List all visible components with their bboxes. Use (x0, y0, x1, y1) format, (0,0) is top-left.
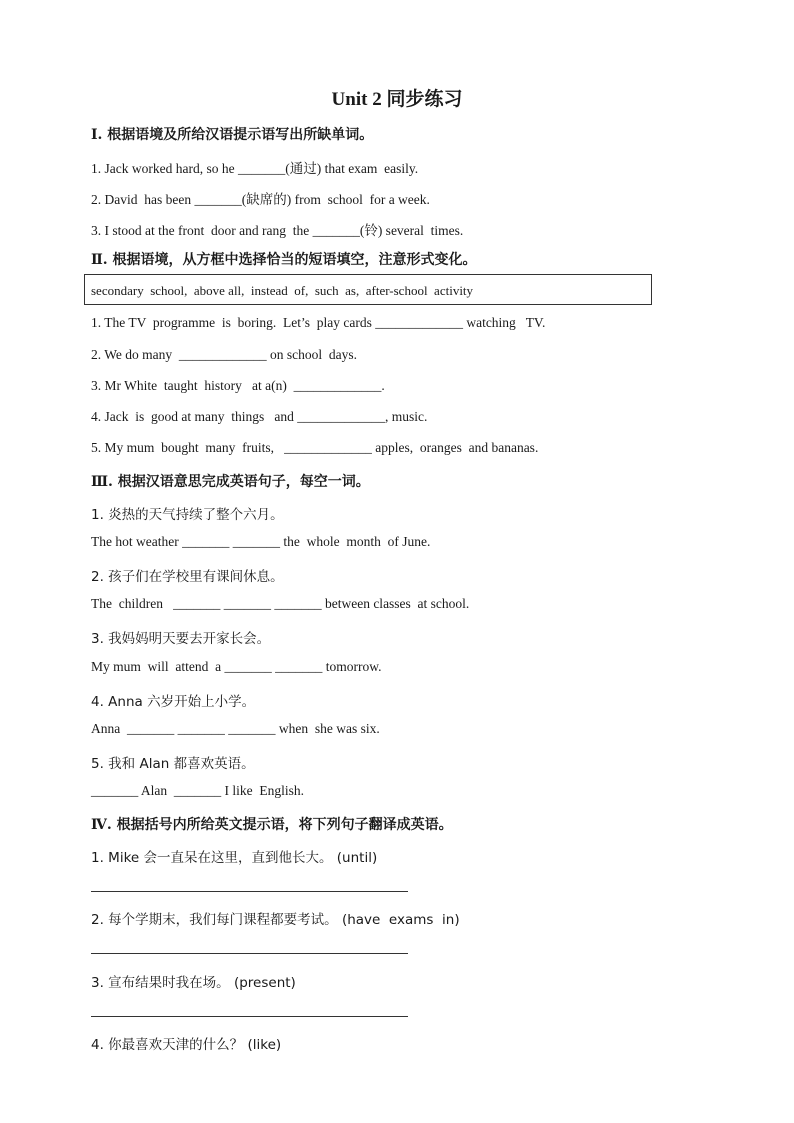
section-1-item-3: 3. I stood at the front door and rang the _______(铃) several times. (91, 223, 464, 238)
phrase-box-text: secondary school, above all, instead of, such as, after-school activity (91, 283, 474, 298)
section-4-item-2: 2. 每个学期末，我们每门课程都要考试。 (have exams in) (91, 912, 460, 928)
section-4-heading: Ⅳ. 根据括号内所给英文提示语，将下列句子翻译成英语。 (91, 817, 453, 833)
section-2-item-1: 1. The TV programme is boring. Let’s play cards _____________ watching TV. (91, 315, 546, 330)
section-2-item-5: 5. My mum bought many fruits, _____________ apples, oranges and bananas. (91, 440, 539, 455)
section-2-item-3: 3. Mr White taught history at a(n) _____________. (91, 378, 385, 393)
section-3-item-2-en: The children _______ _______ _______ between classes at school. (91, 596, 470, 611)
answer-line-2[interactable] (91, 953, 408, 954)
section-3-item-3-en: My mum will attend a _______ _______ tomorrow. (91, 659, 382, 674)
section-2-heading: Ⅱ. 根据语境，从方框中选择恰当的短语填空，注意形式变化。 (91, 252, 477, 268)
section-3-item-3-cn: 3. 我妈妈明天要去开家长会。 (91, 631, 271, 647)
section-4-item-4: 4. 你最喜欢天津的什么？ (like) (91, 1037, 282, 1053)
section-3-item-2-cn: 2. 孩子们在学校里有课间休息。 (91, 569, 284, 585)
page-title: Unit 2 同步练习 (331, 89, 463, 110)
phrase-box (84, 274, 652, 305)
section-3-item-1-cn: 1. 炎热的天气持续了整个六月。 (91, 507, 284, 523)
section-2-item-2: 2. We do many _____________ on school days. (91, 347, 358, 362)
section-3-item-5-en: _______ Alan _______ I like English. (91, 783, 304, 798)
section-3-item-5-cn: 5. 我和 Alan 都喜欢英语。 (91, 756, 255, 772)
section-1-heading: Ⅰ. 根据语境及所给汉语提示语写出所缺单词。 (91, 127, 374, 143)
section-4-item-1: 1. Mike 会一直呆在这里，直到他长大。 (until) (91, 850, 378, 866)
section-3-item-1-en: The hot weather _______ _______ the whole month of June. (91, 534, 431, 549)
answer-line-3[interactable] (91, 1016, 408, 1017)
section-3-item-4-cn: 4. Anna 六岁开始上小学。 (91, 694, 256, 710)
section-4-item-3: 3. 宣布结果时我在场。 (present) (91, 975, 296, 991)
section-1-item-1: 1. Jack worked hard, so he _______(通过) that exam easily. (91, 161, 419, 176)
section-3-item-4-en: Anna _______ _______ _______ when she was six. (91, 721, 380, 736)
section-3-heading: Ⅲ. 根据汉语意思完成英语句子，每空一词。 (91, 474, 370, 490)
answer-line-1[interactable] (91, 891, 408, 892)
section-2-item-4: 4. Jack is good at many things and _____________, music. (91, 409, 428, 424)
section-1-item-2: 2. David has been _______(缺席的) from school for a week. (91, 192, 430, 207)
